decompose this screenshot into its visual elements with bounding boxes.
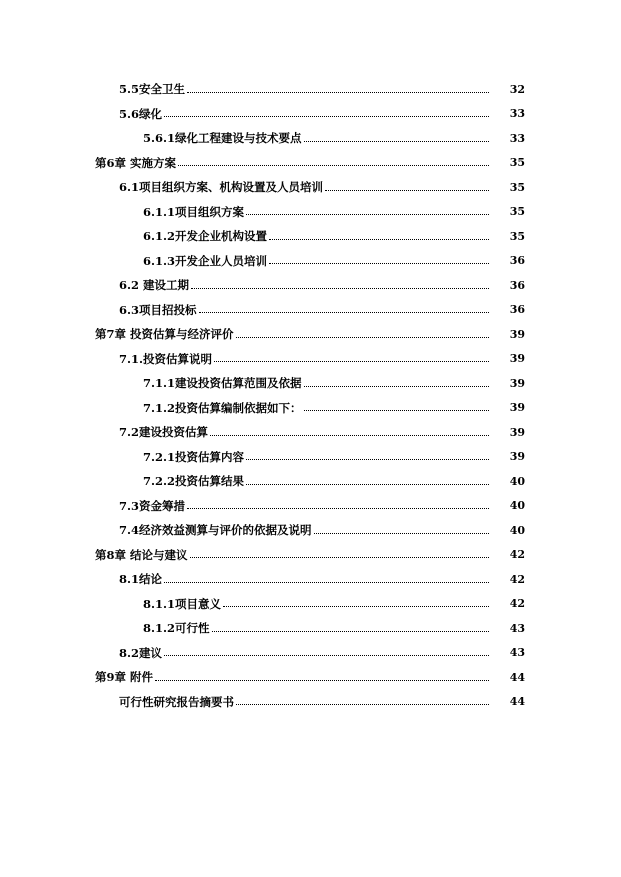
dot-leader [246,484,489,485]
toc-entry-page-number: 36 [509,278,525,292]
dot-leader [246,214,489,215]
toc-entry[interactable] [0,77,525,102]
toc-entry-title: 7.2建设投资估算 [119,425,209,440]
toc-entry-page-number: 40 [509,499,525,513]
toc-entry-title: 8.1.1项目意义 [143,596,222,611]
toc-entry-title: 7.1.2投资估算编制依据如下： [143,400,302,415]
toc-entry-title: 5.5安全卫生 [119,82,186,97]
dot-leader [164,116,489,117]
toc-entry[interactable] [0,396,525,421]
toc-entry[interactable] [0,298,525,323]
toc-entry-title: 8.1结论 [119,572,163,587]
toc-entry-page-number: 42 [509,548,525,562]
dot-leader [178,165,489,166]
toc-entry[interactable] [0,567,525,592]
toc-entry[interactable] [0,347,525,372]
toc-entry-title: 可行性研究报告摘要书 [119,694,234,709]
toc-entry[interactable] [0,322,525,347]
toc-entry-title: 第8章 结论与建议 [95,547,188,562]
dot-leader [304,386,489,387]
toc-entry[interactable] [0,175,525,200]
dot-leader [164,655,489,656]
toc-entry-title: 8.2建议 [119,645,163,660]
toc-entry-title: 6.1.1项目组织方案 [143,204,245,219]
toc-entry[interactable] [0,469,525,494]
toc-entry-page-number: 35 [509,156,525,170]
toc-entry[interactable] [0,641,525,666]
toc-entry-page-number: 35 [509,180,525,194]
toc-entry-page-number: 32 [509,82,525,96]
dot-leader [246,459,489,460]
toc-entry-title: 5.6绿化 [119,106,163,121]
toc-entry[interactable] [0,518,525,543]
toc-entry[interactable] [0,592,525,617]
toc-entry-page-number: 44 [509,695,525,709]
dot-leader [269,263,489,264]
dot-leader [325,190,489,191]
toc-entry-page-number: 43 [509,646,525,660]
dot-leader [164,582,489,583]
toc-entry-title: 6.1项目组织方案、机构设置及人员培训 [119,180,324,195]
toc-entry[interactable] [0,371,525,396]
toc-entry-page-number: 35 [509,205,525,219]
toc-entry[interactable] [0,665,525,690]
toc-entry-title: 6.2 建设工期 [119,278,190,293]
toc-entry-page-number: 33 [509,131,525,145]
toc-entry[interactable] [0,616,525,641]
toc-entry[interactable] [0,126,525,151]
toc-entry-page-number: 42 [509,572,525,586]
toc-entry-page-number: 36 [509,254,525,268]
toc-entry-page-number: 39 [509,450,525,464]
toc-entry-title: 6.1.3开发企业人员培训 [143,253,268,268]
dot-leader [214,361,489,362]
toc-entry-title: 8.1.2可行性 [143,621,210,636]
dot-leader [236,704,489,705]
toc-entry-page-number: 36 [509,303,525,317]
toc-entry-page-number: 40 [509,474,525,488]
toc-entry-title: 第6章 实施方案 [95,155,177,170]
toc-entry[interactable] [0,102,525,127]
dot-leader [314,533,489,534]
toc-entry[interactable] [0,420,525,445]
toc-entry-page-number: 39 [509,327,525,341]
toc-entry-page-number: 39 [509,376,525,390]
dot-leader [304,141,489,142]
toc-entry-page-number: 43 [509,621,525,635]
toc-entry-title: 第9章 附件 [95,670,154,685]
dot-leader [304,410,489,411]
dot-leader [269,239,489,240]
dot-leader [223,606,489,607]
toc-entry-title: 6.1.2开发企业机构设置 [143,229,268,244]
toc-entry-page-number: 33 [509,107,525,121]
dot-leader [210,435,489,436]
toc-entry-title: 7.2.1投资估算内容 [143,449,245,464]
toc-entry-title: 第7章 投资估算与经济评价 [95,327,234,342]
toc-entry[interactable] [0,445,525,470]
toc-entry-title: 7.4经济效益测算与评价的依据及说明 [119,523,312,538]
toc-entry[interactable] [0,200,525,225]
toc-entry[interactable] [0,224,525,249]
toc-entry[interactable] [0,151,525,176]
dot-leader [187,92,489,93]
toc-entry-page-number: 39 [509,401,525,415]
toc-entry-page-number: 35 [509,229,525,243]
toc-entry-page-number: 39 [509,352,525,366]
toc-entry[interactable] [0,690,525,715]
dot-leader [212,631,489,632]
toc-entry-page-number: 42 [509,597,525,611]
dot-leader [155,680,489,681]
toc-entry[interactable] [0,543,525,568]
toc-entry[interactable] [0,273,525,298]
dot-leader [199,312,489,313]
toc-entry[interactable] [0,494,525,519]
toc-entry-title: 7.1.1建设投资估算范围及依据 [143,376,302,391]
dot-leader [187,508,489,509]
toc-entry-title: 5.6.1绿化工程建设与技术要点 [143,131,302,146]
table-of-contents [0,77,621,714]
toc-entry-title: 7.1.投资估算说明 [119,351,213,366]
dot-leader [191,288,489,289]
toc-entry-title: 7.2.2投资估算结果 [143,474,245,489]
toc-entry-title: 7.3资金筹措 [119,498,186,513]
dot-leader [236,337,489,338]
toc-entry[interactable] [0,249,525,274]
toc-entry-page-number: 44 [509,670,525,684]
toc-entry-page-number: 40 [509,523,525,537]
toc-entry-page-number: 39 [509,425,525,439]
dot-leader [190,557,489,558]
toc-entry-title: 6.3项目招投标 [119,302,197,317]
